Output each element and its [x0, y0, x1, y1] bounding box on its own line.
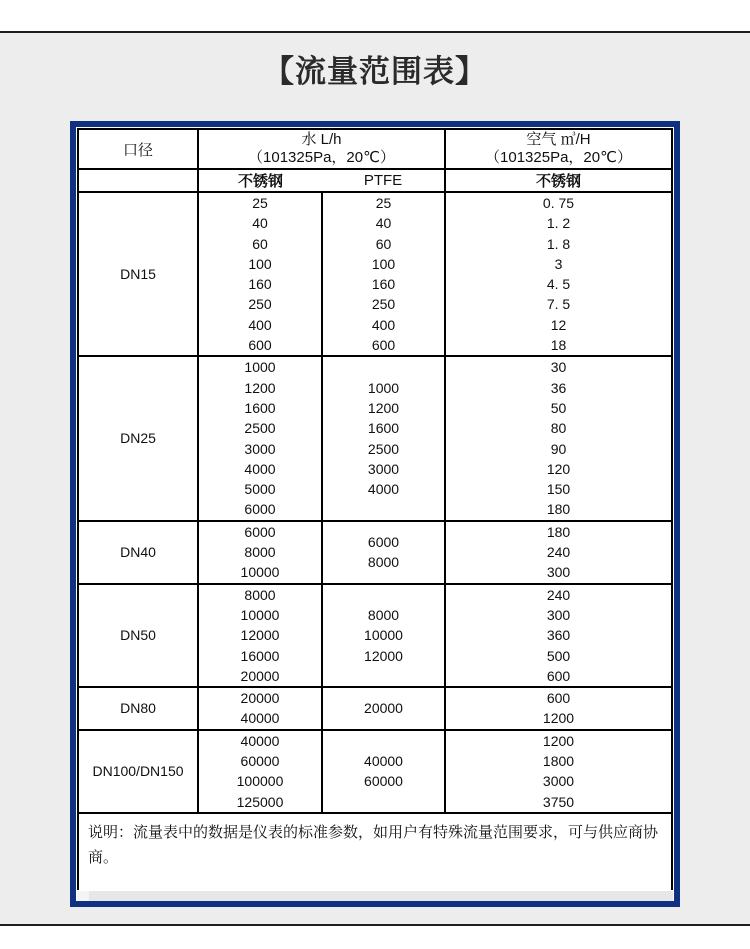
water-stainless-cell: 40000 — [198, 708, 322, 729]
water-stainless-cell: 1600 — [198, 398, 322, 418]
diameter-cell: DN80 — [79, 687, 198, 730]
table-row — [79, 584, 671, 605]
ptfe-cell: 20000 — [322, 687, 445, 730]
water-stainless-cell: 3000 — [198, 439, 322, 459]
header-air — [445, 130, 671, 169]
air-stainless-cell: 90 — [445, 439, 671, 459]
diameter-cell: DN50 — [79, 584, 198, 687]
water-stainless-cell: 1200 — [198, 378, 322, 398]
subheader-air-stainless: 不锈钢 — [445, 169, 671, 192]
ptfe-cell: 12000 — [322, 646, 445, 666]
air-stainless-cell: 1200 — [445, 730, 671, 751]
ptfe-cell — [322, 584, 445, 605]
water-stainless-cell: 250 — [198, 294, 322, 314]
ptfe-cell — [322, 356, 445, 377]
flow-range-table — [79, 130, 671, 812]
note-text: 说明：流量表中的数据是仪表的标准参数，如用户有特殊流量范围要求，可与供应商协商。 — [79, 812, 671, 890]
horizontal-scrollbar-track[interactable] — [77, 891, 673, 901]
ptfe-cell: 6000 8000 — [322, 521, 445, 584]
air-stainless-cell: 1. 2 — [445, 213, 671, 233]
air-stainless-cell: 180 — [445, 521, 671, 542]
air-stainless-cell: 7. 5 — [445, 294, 671, 314]
ptfe-cell: 100 — [322, 254, 445, 274]
table-row — [79, 192, 671, 213]
ptfe-cell: 4000 — [322, 479, 445, 499]
ptfe-cell: 60 — [322, 234, 445, 254]
air-stainless-cell: 3750 — [445, 792, 671, 812]
ptfe-cell: 400 — [322, 315, 445, 335]
air-stainless-cell: 80 — [445, 418, 671, 438]
air-stainless-cell: 4. 5 — [445, 274, 671, 294]
air-stainless-cell: 36 — [445, 378, 671, 398]
water-stainless-cell: 8000 — [198, 584, 322, 605]
air-stainless-cell: 3000 — [445, 771, 671, 791]
water-stainless-cell: 40000 — [198, 730, 322, 751]
air-stainless-cell: 500 — [445, 646, 671, 666]
flow-table-body — [79, 192, 671, 812]
water-stainless-cell: 400 — [198, 315, 322, 335]
ptfe-cell: 160 — [322, 274, 445, 294]
page-background — [0, 33, 750, 926]
air-stainless-cell: 300 — [445, 605, 671, 625]
water-stainless-cell: 16000 — [198, 646, 322, 666]
ptfe-cell: 40 — [322, 213, 445, 233]
water-stainless-cell: 12000 — [198, 625, 322, 645]
subheader-ptfe: PTFE — [322, 169, 445, 192]
ptfe-cell: 250 — [322, 294, 445, 314]
water-stainless-cell: 25 — [198, 192, 322, 213]
water-stainless-cell: 4000 — [198, 459, 322, 479]
table-row — [79, 687, 671, 708]
air-stainless-cell: 360 — [445, 625, 671, 645]
table-row — [79, 730, 671, 751]
water-stainless-cell: 20000 — [198, 687, 322, 708]
water-stainless-cell: 160 — [198, 274, 322, 294]
water-stainless-cell: 5000 — [198, 479, 322, 499]
ptfe-cell: 25 — [322, 192, 445, 213]
air-stainless-cell: 0. 75 — [445, 192, 671, 213]
water-stainless-cell: 6000 — [198, 521, 322, 542]
header-water — [198, 130, 445, 169]
ptfe-cell: 1000 — [322, 378, 445, 398]
water-stainless-cell: 1000 — [198, 356, 322, 377]
air-stainless-cell: 240 — [445, 584, 671, 605]
subheader-empty — [79, 169, 198, 192]
air-stainless-cell: 180 — [445, 499, 671, 520]
ptfe-cell — [322, 666, 445, 687]
air-stainless-cell: 50 — [445, 398, 671, 418]
ptfe-cell: 40000 — [322, 751, 445, 771]
water-stainless-cell: 20000 — [198, 666, 322, 687]
air-stainless-cell: 3 — [445, 254, 671, 274]
header-diameter: 口径 — [79, 130, 198, 169]
diameter-cell: DN15 — [79, 192, 198, 356]
header-water-condition: （101325Pa，20℃） — [248, 149, 395, 166]
air-stainless-cell: 300 — [445, 562, 671, 583]
diameter-cell: DN25 — [79, 356, 198, 520]
ptfe-cell — [322, 730, 445, 751]
diameter-cell: DN40 — [79, 521, 198, 584]
ptfe-cell: 8000 — [322, 605, 445, 625]
header-air-title: 空气 ㎥/H — [526, 131, 591, 148]
scrollbar-thumb[interactable] — [77, 891, 89, 901]
air-stainless-cell: 1. 8 — [445, 234, 671, 254]
water-stainless-cell: 8000 — [198, 542, 322, 562]
air-stainless-cell: 18 — [445, 335, 671, 356]
air-stainless-cell: 150 — [445, 479, 671, 499]
water-stainless-cell: 600 — [198, 335, 322, 356]
air-stainless-cell: 240 — [445, 542, 671, 562]
ptfe-cell: 1200 — [322, 398, 445, 418]
table-frame — [70, 121, 680, 907]
ptfe-cell: 60000 — [322, 771, 445, 791]
table-row — [79, 356, 671, 377]
page-title: 【流量范围表】 — [263, 54, 487, 89]
diameter-cell: DN100/DN150 — [79, 730, 198, 812]
ptfe-cell: 2500 — [322, 439, 445, 459]
ptfe-cell: 10000 — [322, 625, 445, 645]
table-row — [79, 521, 671, 542]
table-box — [77, 128, 673, 890]
air-stainless-cell: 600 — [445, 687, 671, 708]
header-air-condition: （101325Pa，20℃） — [485, 149, 632, 166]
ptfe-cell — [322, 499, 445, 520]
air-stainless-cell: 1800 — [445, 751, 671, 771]
header-row-materials — [79, 169, 671, 192]
water-stainless-cell: 10000 — [198, 562, 322, 583]
header-water-title: 水 L/h — [301, 131, 342, 148]
subheader-water-stainless: 不锈钢 — [198, 169, 322, 192]
water-stainless-cell: 6000 — [198, 499, 322, 520]
water-stainless-cell: 2500 — [198, 418, 322, 438]
ptfe-cell: 1600 — [322, 418, 445, 438]
water-stainless-cell: 125000 — [198, 792, 322, 812]
water-stainless-cell: 10000 — [198, 605, 322, 625]
water-stainless-cell: 100 — [198, 254, 322, 274]
air-stainless-cell: 30 — [445, 356, 671, 377]
air-stainless-cell: 600 — [445, 666, 671, 687]
ptfe-cell: 600 — [322, 335, 445, 356]
ptfe-cell — [322, 792, 445, 812]
water-stainless-cell: 60000 — [198, 751, 322, 771]
air-stainless-cell: 12 — [445, 315, 671, 335]
header-row-main — [79, 130, 671, 169]
air-stainless-cell: 120 — [445, 459, 671, 479]
top-margin-band — [0, 0, 750, 33]
water-stainless-cell: 60 — [198, 234, 322, 254]
air-stainless-cell: 1200 — [445, 708, 671, 729]
water-stainless-cell: 100000 — [198, 771, 322, 791]
water-stainless-cell: 40 — [198, 213, 322, 233]
ptfe-cell: 3000 — [322, 459, 445, 479]
